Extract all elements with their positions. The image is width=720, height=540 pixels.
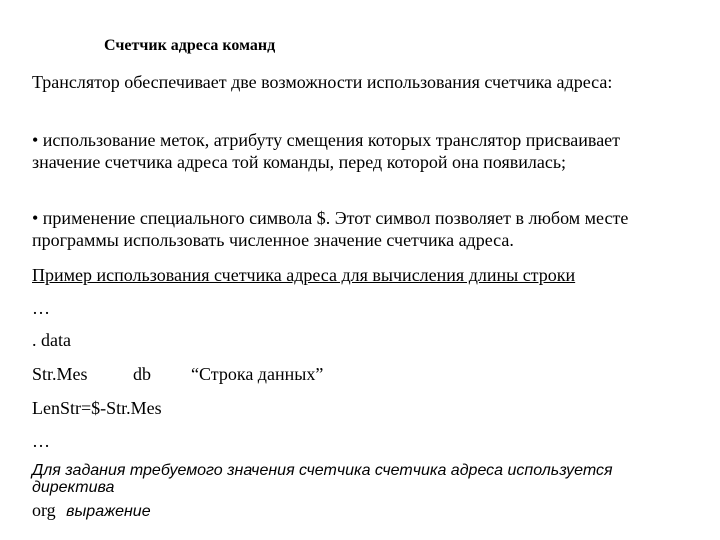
example-heading: Пример использования счетчика адреса для вычисления длины строки (32, 265, 576, 285)
bullet-labels: • использование меток, атрибуту смещения которых транслятор присваивает значение счетчика адреса той команды, перед которой она появилась; (32, 130, 621, 172)
ellipsis-top: … (32, 298, 50, 318)
code-operand: “Строка данных” (191, 364, 324, 384)
intro-paragraph: Транслятор обеспечивает две возможности использования счетчика адреса: (32, 72, 613, 92)
org-keyword: org (32, 500, 56, 520)
page-title: Счетчик адреса команд (104, 37, 276, 54)
code-op: db (133, 364, 151, 384)
org-argument: выражение (66, 503, 151, 520)
note-paragraph: Для задания требуемого значения счетчика счетчика адреса используется директива (32, 462, 613, 496)
ellipsis-bottom: … (32, 431, 50, 451)
bullet-dollar-symbol: • применение специального символа $. Этот символ позволяет в любом месте программы использовать численное значение счетчика адреса. (32, 208, 629, 250)
code-label: Str.Mes (32, 364, 88, 384)
org-line (32, 499, 151, 521)
data-directive: . data (32, 330, 71, 350)
lenstr-line: LenStr=$-Str.Mes (32, 398, 162, 418)
